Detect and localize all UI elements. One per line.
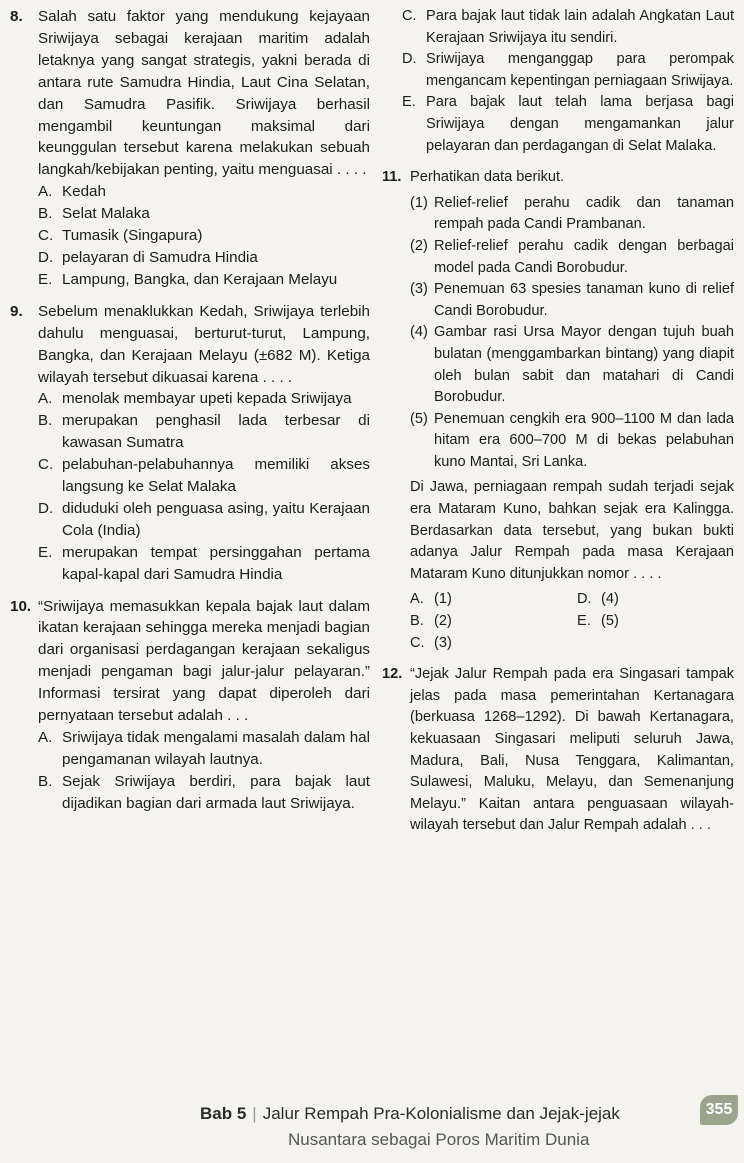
page-number: 355 bbox=[700, 1095, 738, 1125]
right-column bbox=[382, 6, 734, 847]
option-text: (3) bbox=[434, 634, 452, 651]
item-text: Penemuan cengkih era 900–1100 M dan lada hitam era 600–700 M di bekas pelabuhan kuno Mantai, Sri Lanka. bbox=[434, 410, 734, 470]
option-a[interactable] bbox=[38, 388, 370, 410]
question-9 bbox=[10, 301, 370, 586]
option-text: Sriwijaya menganggap para perompak mengancam kepentingan perniagaan Sriwijaya. bbox=[426, 51, 734, 89]
option-letter: D. bbox=[38, 248, 54, 266]
chapter-title: Jalur Rempah Pra-Kolonialisme dan Jejak-jejak bbox=[262, 1104, 620, 1123]
option-letter: B. bbox=[38, 772, 53, 790]
page-footer bbox=[200, 1104, 700, 1149]
option-letter: B. bbox=[38, 205, 53, 223]
option-text: Sejak Sriwijaya berdiri, para bajak laut dijadikan bagian dari armada laut Sriwijaya. bbox=[62, 772, 370, 812]
option-letter: C. bbox=[410, 634, 425, 651]
option-b[interactable] bbox=[38, 410, 370, 454]
list-item bbox=[410, 322, 734, 408]
option-b[interactable] bbox=[38, 203, 370, 225]
question-number: 8. bbox=[10, 8, 23, 25]
chapter-label: Bab 5 bbox=[200, 1104, 247, 1123]
item-text: Gambar rasi Ursa Mayor dengan tujuh buah bulatan (menggambarkan bintang) yang diapit oleh bulan sabit dan matahari di Candi Borobudur. bbox=[434, 324, 734, 406]
item-text: Relief-relief perahu cadik dan tanaman rempah pada Candi Prambanan. bbox=[434, 194, 734, 233]
option-letter: A. bbox=[38, 729, 53, 746]
question-10 bbox=[10, 596, 370, 815]
option-b[interactable] bbox=[38, 771, 370, 815]
option-d[interactable] bbox=[577, 589, 734, 611]
option-a[interactable] bbox=[410, 589, 567, 611]
option-text: (2) bbox=[434, 613, 452, 630]
option-letter: D. bbox=[38, 499, 54, 517]
option-letter: C. bbox=[402, 8, 417, 24]
option-e[interactable] bbox=[402, 92, 734, 157]
option-text: (5) bbox=[601, 613, 619, 630]
question-stem: “Sriwijaya memasukkan kepala bajak laut dalam ikatan kerajaan sehingga mereka menjadi bagian dari organisasi perdagangan kerajaan sekaligus menjadi pengaman bagi jalur-jalur pelayaran.” Informasi tersirat yang dapat diperoleh dari pernyataan tersebut adalah . . . bbox=[38, 597, 370, 725]
option-letter: B. bbox=[38, 412, 53, 430]
option-letter: B. bbox=[410, 613, 424, 630]
option-d[interactable] bbox=[38, 247, 370, 269]
question-stem: Perhatikan data berikut. bbox=[410, 169, 565, 186]
option-letter: E. bbox=[38, 270, 53, 288]
option-c[interactable] bbox=[38, 225, 370, 247]
item-number: (5) bbox=[410, 410, 428, 427]
item-number: (1) bbox=[410, 194, 428, 211]
option-e[interactable] bbox=[577, 611, 734, 633]
option-text: pelabuhan-pelabuhannya memiliki akses langsung ke Selat Malaka bbox=[62, 456, 370, 496]
list-item bbox=[410, 193, 734, 236]
option-letter: E. bbox=[38, 543, 53, 561]
list-item bbox=[410, 279, 734, 322]
question-12 bbox=[382, 664, 734, 837]
option-text: (4) bbox=[601, 591, 619, 608]
option-letter: A. bbox=[38, 183, 53, 201]
option-c[interactable] bbox=[410, 633, 567, 655]
option-text: pelayaran di Samudra Hindia bbox=[62, 248, 258, 266]
option-text: (1) bbox=[434, 591, 452, 608]
question-8 bbox=[10, 6, 370, 291]
option-letter: E. bbox=[402, 94, 416, 111]
option-d[interactable] bbox=[402, 49, 734, 92]
option-d[interactable] bbox=[38, 498, 370, 542]
option-text: Sriwijaya tidak mengalami masalah dalam hal pengamanan wilayah lautnya. bbox=[62, 729, 370, 768]
question-number: 10. bbox=[10, 597, 32, 615]
passage: Di Jawa, perniagaan rempah sudah terjadi sejak era Mataram Kuno, bahkan sejak era Kalingga. Berdasarkan data tersebut, yang bukan bukti adanya Jalur Rempah pada masa Kerajaan Mataram Kuno ditunjukkan nomor . . . . bbox=[410, 479, 734, 582]
option-text: Para bajak laut tidak lain adalah Angkatan Laut Kerajaan Sriwijaya itu sendiri. bbox=[426, 8, 734, 46]
option-text: Tumasik (Singapura) bbox=[62, 227, 203, 245]
option-letter: C. bbox=[38, 227, 54, 245]
option-text: diduduki oleh penguasa asing, yaitu Kerajaan Cola (India) bbox=[62, 499, 370, 539]
question-number: 9. bbox=[10, 302, 23, 320]
question-number: 11. bbox=[382, 169, 402, 186]
chapter-subtitle: Nusantara sebagai Poros Maritim Dunia bbox=[288, 1130, 590, 1149]
question-11 bbox=[382, 167, 734, 654]
left-column bbox=[10, 6, 370, 825]
option-e[interactable] bbox=[38, 269, 370, 291]
options-grid bbox=[410, 589, 734, 654]
option-text: merupakan penghasil lada terbesar di kawasan Sumatra bbox=[62, 412, 370, 452]
option-text: merupakan tempat persinggahan pertama kapal-kapal dari Samudra Hindia bbox=[62, 543, 370, 583]
footer-separator: | bbox=[252, 1104, 257, 1123]
question-10-continued bbox=[382, 6, 734, 157]
option-text: Para bajak laut telah lama berjasa bagi Sriwijaya dengan mengamankan jalur pelayaran dan perdagangan di Selat Malaka. bbox=[426, 94, 734, 154]
option-e[interactable] bbox=[38, 542, 370, 586]
option-letter: A. bbox=[410, 591, 424, 608]
data-list bbox=[410, 193, 734, 474]
option-a[interactable] bbox=[38, 181, 370, 203]
option-letter: D. bbox=[402, 51, 417, 68]
item-text: Relief-relief perahu cadik dengan berbagai model pada Candi Borobudur. bbox=[434, 237, 734, 276]
question-stem: Salah satu faktor yang mendukung kejayaan Sriwijaya sebagai kerajaan maritim adalah letaknya yang sangat strategis, yakni berada di antara rute Samudra Hindia, Laut Cina Selatan, dan Samudra Pasifik. Sriwijaya berhasil mengambil keuntungan maksimal dari keunggulan tersebut karena melakukan sebuah langkah/kebijakan penting, yaitu menguasai . . . . bbox=[38, 8, 370, 179]
question-stem: “Jejak Jalur Rempah pada era Singasari tampak jelas pada masa pemerintahan Kertanagara (berkuasa 1268–1292). Di bawah Kertanagara, kekuasaan Singasari meliputi seluruh Jawa, Madura, Bali, Nusa Tenggara, Kalimantan, Sulawesi, Maluku, Melayu, dan Semenanjung Melayu.” Kaitan antara penguasaan wilayah-wilayah tersebut dan Jalur Rempah adalah . . . bbox=[410, 666, 734, 834]
option-letter: E. bbox=[577, 613, 591, 630]
option-c[interactable] bbox=[38, 454, 370, 498]
item-number: (2) bbox=[410, 237, 428, 254]
option-b[interactable] bbox=[410, 611, 567, 633]
list-item bbox=[410, 409, 734, 474]
option-letter: C. bbox=[38, 456, 54, 474]
option-letter: D. bbox=[577, 591, 592, 608]
item-number: (3) bbox=[410, 281, 428, 298]
question-stem: Sebelum menaklukkan Kedah, Sriwijaya terlebih dahulu menguasai, berturut-turut, Lampung, Bangka, dan Kerajaan Melayu (±682 M). Ketiga wilayah tersebut dikuasai karena . . . . bbox=[38, 302, 370, 386]
option-text: Kedah bbox=[62, 183, 106, 201]
option-letter: A. bbox=[38, 390, 53, 408]
option-text: menolak membayar upeti kepada Sriwijaya bbox=[62, 390, 352, 408]
option-text: Selat Malaka bbox=[62, 205, 150, 223]
item-number: (4) bbox=[410, 324, 428, 341]
option-text: Lampung, Bangka, dan Kerajaan Melayu bbox=[62, 270, 338, 288]
list-item bbox=[410, 236, 734, 279]
option-a[interactable] bbox=[38, 727, 370, 771]
question-number: 12. bbox=[382, 666, 403, 683]
item-text: Penemuan 63 spesies tanaman kuno di relief Candi Borobudur. bbox=[434, 281, 734, 319]
option-c[interactable] bbox=[402, 6, 734, 49]
